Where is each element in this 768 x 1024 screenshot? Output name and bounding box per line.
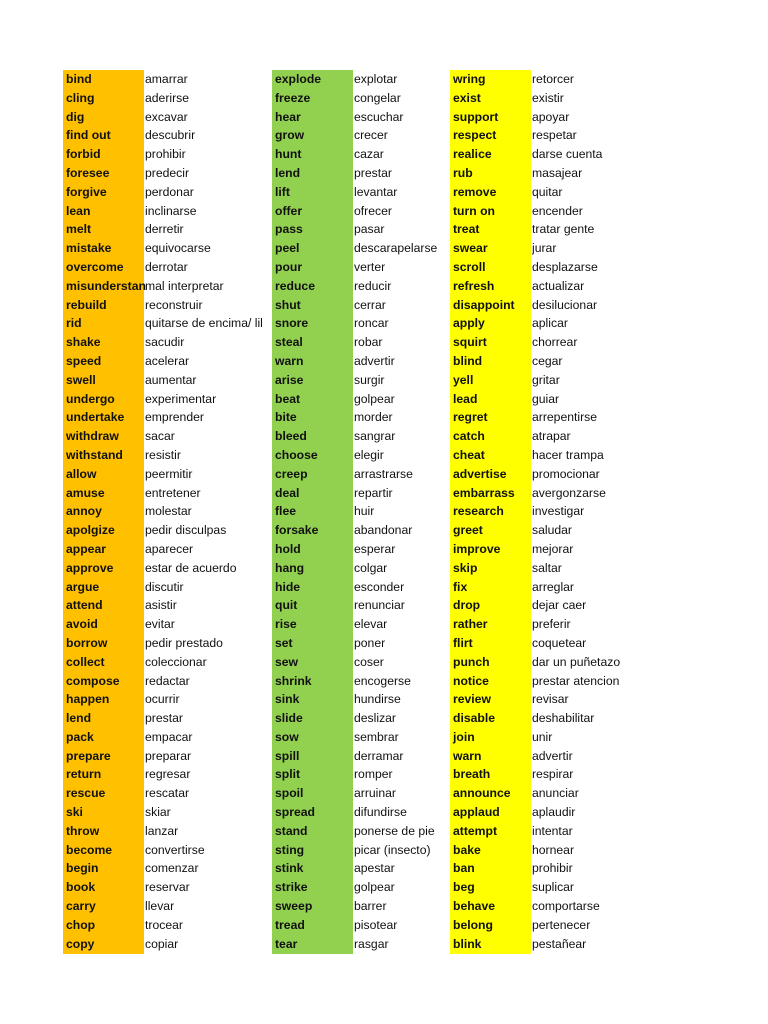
spanish-translation: entretener: [145, 485, 201, 500]
spanish-translation: pestañear: [532, 936, 587, 951]
english-verb: attempt: [453, 823, 498, 838]
english-verb: applaud: [453, 805, 500, 820]
spanish-translation: acelerar: [145, 353, 190, 368]
spanish-translation: atrapar: [532, 429, 571, 444]
spanish-translation: elegir: [354, 447, 384, 462]
spanish-translation: masajear: [532, 165, 583, 180]
english-verb: forbid: [66, 147, 101, 162]
spanish-translation: sembrar: [354, 729, 399, 744]
english-verb: tread: [275, 917, 305, 932]
spanish-translation: chorrear: [532, 335, 578, 350]
spanish-translation: explotar: [354, 72, 398, 86]
english-verb: wring: [453, 72, 486, 86]
english-verb: warn: [275, 353, 304, 368]
english-verb: allow: [66, 466, 97, 481]
spanish-translation: hacer trampa: [532, 447, 604, 462]
spanish-translation: hundirse: [354, 692, 401, 707]
spanish-translation: advertir: [532, 748, 573, 763]
spanish-translation: cazar: [354, 147, 384, 162]
spanish-translation: arreglar: [532, 579, 574, 594]
english-verb: ban: [453, 861, 475, 876]
spanish-translation: sacar: [145, 429, 175, 444]
english-verb: scroll: [453, 259, 486, 274]
english-verb: throw: [66, 823, 100, 838]
spanish-translation: desplazarse: [532, 259, 598, 274]
english-verb: regret: [453, 410, 488, 425]
spanish-translation: derretir: [145, 222, 184, 237]
english-verb: mistake: [66, 241, 112, 256]
english-verb: belong: [453, 917, 493, 932]
english-verb: book: [66, 880, 96, 895]
english-verb: beg: [453, 880, 475, 895]
spanish-translation: crecer: [354, 128, 388, 143]
english-verb: shrink: [275, 673, 312, 688]
spanish-translation: desilucionar: [532, 297, 598, 312]
spanish-translation: perdonar: [145, 184, 194, 199]
spanish-translation: peermitir: [145, 466, 193, 481]
english-verb: offer: [275, 203, 303, 218]
english-verb: apply: [453, 316, 485, 331]
english-verb: split: [275, 767, 301, 782]
english-verb: speed: [66, 353, 102, 368]
spanish-translation: retorcer: [532, 72, 574, 86]
english-verb: turn on: [453, 203, 495, 218]
spanish-translation: reducir: [354, 278, 392, 293]
spanish-translation: existir: [532, 90, 564, 105]
english-verb: join: [453, 729, 475, 744]
spanish-translation: amarrar: [145, 72, 188, 86]
english-verb: approve: [66, 560, 114, 575]
english-verb: happen: [66, 692, 110, 707]
spanish-translation: pisotear: [354, 917, 398, 932]
english-verb: skip: [453, 560, 478, 575]
spanish-translation: surgir: [354, 372, 385, 387]
spanish-translation: escuchar: [354, 109, 404, 124]
english-verb: bite: [275, 410, 297, 425]
spanish-translation: darse cuenta: [532, 147, 603, 162]
english-verb: peel: [275, 241, 300, 256]
english-verb: punch: [453, 654, 490, 669]
english-verb: flee: [275, 504, 297, 519]
spanish-translation: comenzar: [145, 861, 199, 876]
spanish-translation: sacudir: [145, 335, 185, 350]
spanish-translation: derrotar: [145, 259, 188, 274]
english-verb: avoid: [66, 617, 98, 632]
spanish-translation: quitarse de encima/ lil: [145, 316, 263, 331]
spanish-translation: reservar: [145, 880, 190, 895]
spanish-translation: deshabilitar: [532, 711, 595, 726]
english-verb: quit: [275, 598, 298, 613]
spanish-translation: preparar: [145, 748, 192, 763]
english-verb: flirt: [453, 635, 473, 650]
english-verb: pack: [66, 729, 94, 744]
english-verb: steal: [275, 335, 303, 350]
spanish-translation: convertirse: [145, 842, 205, 857]
english-verb: realice: [453, 147, 492, 162]
spanish-translation: pasar: [354, 222, 385, 237]
spanish-translation: apestar: [354, 861, 395, 876]
spanish-translation: huir: [354, 504, 375, 519]
english-verb: refresh: [453, 278, 495, 293]
spanish-translation: experimentar: [145, 391, 217, 406]
english-verb: lend: [275, 165, 301, 180]
spanish-translation: mejorar: [532, 541, 574, 556]
english-verb: creep: [275, 466, 308, 481]
english-verb: spoil: [275, 786, 304, 801]
english-verb: melt: [66, 222, 92, 237]
english-verb: amuse: [66, 485, 105, 500]
spanish-translation: aparecer: [145, 541, 194, 556]
spanish-translation: lanzar: [145, 823, 179, 838]
english-verb: hold: [275, 541, 301, 556]
spanish-translation: saludar: [532, 523, 572, 538]
spanish-translation: cegar: [532, 353, 563, 368]
english-verb: arise: [275, 372, 304, 387]
english-verb: swear: [453, 241, 488, 256]
spanish-translation: inclinarse: [145, 203, 197, 218]
english-verb: set: [275, 635, 293, 650]
english-verb: reduce: [275, 278, 315, 293]
spanish-translation: morder: [354, 410, 393, 425]
english-verb: announce: [453, 786, 511, 801]
spanish-translation: reconstruir: [145, 297, 203, 312]
spanish-translation: mal interpretar: [145, 278, 224, 293]
spanish-translation: advertir: [354, 353, 395, 368]
english-verb: argue: [66, 579, 100, 594]
english-verb: choose: [275, 447, 318, 462]
spanish-translation: ocurrir: [145, 692, 180, 707]
english-verb: borrow: [66, 635, 108, 650]
english-verb: undergo: [66, 391, 115, 406]
spanish-translation: prohibir: [532, 861, 573, 876]
spanish-translation: sangrar: [354, 429, 396, 444]
spanish-translation: verter: [354, 259, 386, 274]
spanish-translation: coser: [354, 654, 384, 669]
english-verb: yell: [453, 372, 474, 387]
english-verb: shut: [275, 297, 301, 312]
spanish-translation: resistir: [145, 447, 181, 462]
english-verb: ski: [66, 805, 83, 820]
english-verb: freeze: [275, 90, 311, 105]
english-verb: cheat: [453, 447, 485, 462]
spanish-translation: renunciar: [354, 598, 405, 613]
spanish-translation: difundirse: [354, 805, 407, 820]
spanish-translation: arruinar: [354, 786, 396, 801]
english-verb: embarrass: [453, 485, 515, 500]
english-verb: rise: [275, 617, 297, 632]
english-verb: respect: [453, 128, 497, 143]
english-verb: swell: [66, 372, 96, 387]
english-verb: pour: [275, 259, 303, 274]
english-verb: rub: [453, 165, 473, 180]
spanish-translation: dar un puñetazo: [532, 654, 621, 669]
spanish-translation: anunciar: [532, 786, 579, 801]
english-verb: deal: [275, 485, 300, 500]
english-verb: slide: [275, 711, 303, 726]
english-verb: pass: [275, 222, 303, 237]
spanish-translation: picar (insecto): [354, 842, 431, 857]
spanish-translation: actualizar: [532, 278, 585, 293]
english-verb: find out: [66, 128, 111, 143]
english-verb: disappoint: [453, 297, 515, 312]
spanish-translation: aderirse: [145, 90, 190, 105]
english-verb: blind: [453, 353, 483, 368]
spanish-translation: equivocarse: [145, 241, 211, 256]
spanish-translation: deslizar: [354, 711, 396, 726]
spanish-translation: skiar: [145, 805, 171, 820]
english-verb: copy: [66, 936, 95, 951]
spanish-translation: jurar: [532, 241, 557, 256]
english-verb: overcome: [66, 259, 124, 274]
english-verb: bleed: [275, 429, 307, 444]
english-verb: exist: [453, 90, 481, 105]
spanish-translation: prestar: [354, 165, 392, 180]
english-verb: sow: [275, 729, 299, 744]
english-verb: hunt: [275, 147, 302, 162]
spanish-translation: levantar: [354, 184, 398, 199]
spanish-translation: encogerse: [354, 673, 411, 688]
spanish-translation: aumentar: [145, 372, 197, 387]
english-verb: sink: [275, 692, 300, 707]
english-verb: collect: [66, 654, 105, 669]
english-verb: support: [453, 109, 499, 124]
english-verb: breath: [453, 767, 491, 782]
english-verb: bind: [66, 72, 92, 86]
english-verb: warn: [453, 748, 482, 763]
english-verb: blink: [453, 936, 482, 951]
spanish-translation: quitar: [532, 184, 563, 199]
spanish-translation: roncar: [354, 316, 389, 331]
english-verb: greet: [453, 523, 483, 538]
english-verb: begin: [66, 861, 99, 876]
english-verb: sew: [275, 654, 299, 669]
spanish-translation: prestar: [145, 711, 183, 726]
spanish-translation: avergonzarse: [532, 485, 606, 500]
english-verb: bake: [453, 842, 481, 857]
spanish-translation: golpear: [354, 391, 395, 406]
english-verb: appear: [66, 541, 106, 556]
spanish-translation: redactar: [145, 673, 190, 688]
english-verb: drop: [453, 598, 481, 613]
spanish-translation: abandonar: [354, 523, 413, 538]
english-verb: review: [453, 692, 491, 707]
english-verb: stand: [275, 823, 308, 838]
english-verb: snore: [275, 316, 309, 331]
english-verb: catch: [453, 429, 485, 444]
spanish-translation: descubrir: [145, 128, 196, 143]
spanish-translation: golpear: [354, 880, 395, 895]
spanish-translation: aplaudir: [532, 805, 576, 820]
english-verb: lean: [66, 203, 91, 218]
spanish-translation: rescatar: [145, 786, 190, 801]
english-verb: cling: [66, 90, 95, 105]
english-verb: dig: [66, 109, 85, 124]
spanish-translation: cerrar: [354, 297, 386, 312]
english-verb: notice: [453, 673, 489, 688]
english-verb: rather: [453, 617, 488, 632]
english-verb: return: [66, 767, 102, 782]
spanish-translation: arrastrarse: [354, 466, 413, 481]
english-verb: shake: [66, 335, 101, 350]
spanish-translation: gritar: [532, 372, 560, 387]
spanish-translation: prestar atencion: [532, 673, 620, 688]
spanish-translation: repartir: [354, 485, 393, 500]
spanish-translation: rasgar: [354, 936, 389, 951]
english-verb: lend: [66, 711, 92, 726]
spanish-translation: aplicar: [532, 316, 568, 331]
english-verb: rescue: [66, 786, 106, 801]
spanish-translation: guiar: [532, 391, 560, 406]
english-verb: advertise: [453, 466, 507, 481]
spanish-translation: excavar: [145, 109, 188, 124]
spanish-translation: intentar: [532, 823, 573, 838]
spanish-translation: regresar: [145, 767, 191, 782]
spanish-translation: copiar: [145, 936, 179, 951]
spanish-translation: promocionar: [532, 466, 600, 481]
english-verb: chop: [66, 917, 96, 932]
spanish-translation: trocear: [145, 917, 183, 932]
spanish-translation: ponerse de pie: [354, 823, 435, 838]
spanish-translation: llevar: [145, 899, 175, 914]
spanish-translation: coquetear: [532, 635, 587, 650]
spanish-translation: revisar: [532, 692, 569, 707]
english-verb: undertake: [66, 410, 125, 425]
spanish-translation: colgar: [354, 560, 388, 575]
spanish-translation: discutir: [145, 579, 184, 594]
spanish-translation: pertenecer: [532, 917, 591, 932]
spanish-translation: hornear: [532, 842, 575, 857]
spanish-translation: respirar: [532, 767, 574, 782]
english-verb: misunderstan: [66, 278, 146, 293]
english-verb: research: [453, 504, 504, 519]
spanish-translation: asistir: [145, 598, 177, 613]
spanish-translation: elevar: [354, 617, 388, 632]
spanish-translation: pedir disculpas: [145, 523, 227, 538]
english-verb: grow: [275, 128, 305, 143]
english-verb: rid: [66, 316, 82, 331]
english-verb: fix: [453, 579, 468, 594]
english-verb: tear: [275, 936, 298, 951]
english-verb: withdraw: [66, 429, 119, 444]
spanish-translation: comportarse: [532, 899, 600, 914]
english-verb: hear: [275, 109, 301, 124]
english-verb: disable: [453, 711, 495, 726]
spanish-translation: poner: [354, 635, 386, 650]
english-verb: attend: [66, 598, 103, 613]
spanish-translation: suplicar: [532, 880, 574, 895]
english-verb: hide: [275, 579, 301, 594]
spanish-translation: descarapelarse: [354, 241, 438, 256]
english-verb: strike: [275, 880, 308, 895]
english-verb: sweep: [275, 899, 313, 914]
english-verb: improve: [453, 541, 501, 556]
english-verb: become: [66, 842, 113, 857]
spanish-translation: ofrecer: [354, 203, 392, 218]
spanish-translation: unir: [532, 729, 553, 744]
spanish-translation: tratar gente: [532, 222, 595, 237]
english-verb: prepare: [66, 748, 111, 763]
spanish-translation: predecir: [145, 165, 190, 180]
spanish-translation: empacar: [145, 729, 193, 744]
english-verb: spill: [275, 748, 300, 763]
english-verb: behave: [453, 899, 496, 914]
english-verb: forsake: [275, 523, 319, 538]
english-verb: treat: [453, 222, 480, 237]
english-verb: beat: [275, 391, 301, 406]
spanish-translation: robar: [354, 335, 383, 350]
spanish-translation: encender: [532, 203, 583, 218]
english-verb: apolgize: [66, 523, 115, 538]
english-verb: stink: [275, 861, 304, 876]
spanish-translation: saltar: [532, 560, 562, 575]
spanish-translation: preferir: [532, 617, 571, 632]
english-verb: explode: [275, 72, 322, 86]
english-verb: squirt: [453, 335, 487, 350]
spanish-translation: evitar: [145, 617, 175, 632]
spanish-translation: prohibir: [145, 147, 186, 162]
spanish-translation: barrer: [354, 899, 387, 914]
spanish-translation: coleccionar: [145, 654, 207, 669]
english-verb: compose: [66, 673, 120, 688]
spanish-translation: dejar caer: [532, 598, 587, 613]
english-verb: carry: [66, 899, 96, 914]
spanish-translation: investigar: [532, 504, 585, 519]
english-verb: sting: [275, 842, 305, 857]
english-verb: withstand: [66, 447, 123, 462]
english-verb: foresee: [66, 165, 110, 180]
spanish-translation: estar de acuerdo: [145, 560, 237, 575]
spanish-translation: pedir prestado: [145, 635, 223, 650]
english-verb: hang: [275, 560, 305, 575]
english-verb: forgive: [66, 184, 107, 199]
english-verb: remove: [453, 184, 497, 199]
spanish-translation: esconder: [354, 579, 405, 594]
spanish-translation: emprender: [145, 410, 204, 425]
english-verb: rebuild: [66, 297, 107, 312]
english-verb: lead: [453, 391, 478, 406]
english-verb: annoy: [66, 504, 102, 519]
spanish-translation: respetar: [532, 128, 577, 143]
spanish-translation: romper: [354, 767, 393, 782]
spanish-translation: esperar: [354, 541, 396, 556]
spanish-translation: molestar: [145, 504, 192, 519]
english-verb: spread: [275, 805, 315, 820]
english-verb: lift: [275, 184, 290, 199]
spanish-translation: apoyar: [532, 109, 570, 124]
spanish-translation: arrepentirse: [532, 410, 598, 425]
spanish-translation: congelar: [354, 90, 401, 105]
spanish-translation: derramar: [354, 748, 404, 763]
